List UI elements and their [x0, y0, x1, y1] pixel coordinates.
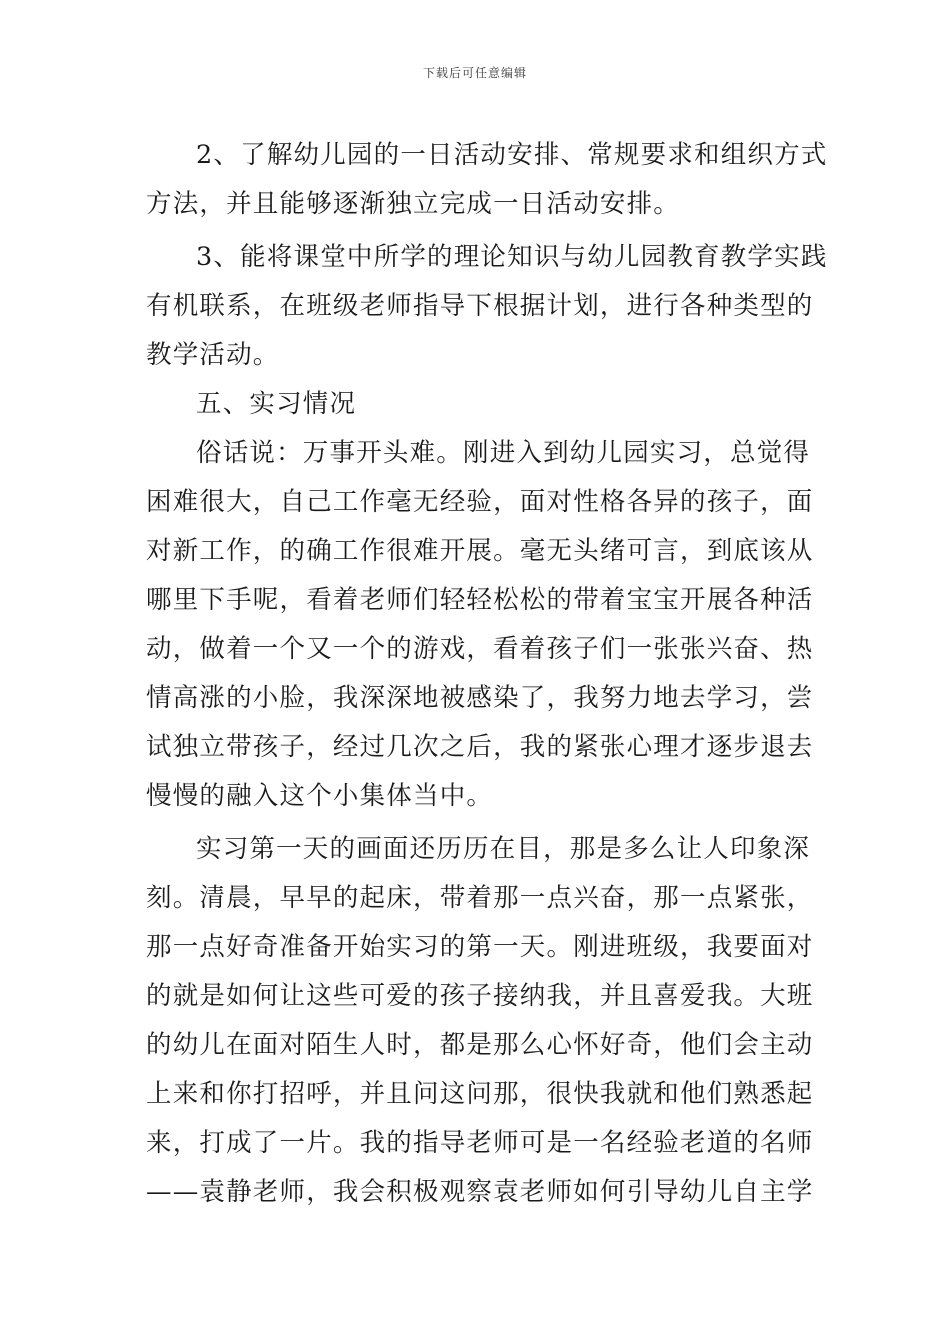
text-line: 动，做着一个又一个的游戏，看着孩子们一张张兴奋、热: [146, 634, 814, 664]
text-line: 上来和你打招呼，并且问这问那，很快我就和他们熟悉起: [146, 1079, 814, 1109]
text-line: 对新工作，的确工作很难开展。毫无头绪可言，到底该从: [146, 536, 814, 566]
text-line: 3、能将课堂中所学的理论知识与幼儿园教育教学实践: [196, 242, 828, 272]
text-line: 那一点好奇准备开始实习的第一天。刚进班级，我要面对: [146, 932, 814, 962]
text-line: 实习第一天的画面还历历在目，那是多么让人印象深: [196, 834, 811, 864]
text-line: 有机联系，在班级老师指导下根据计划，进行各种类型的: [146, 291, 814, 321]
text-line: 俗话说：万事开头难。刚进入到幼儿园实习，总觉得: [196, 438, 811, 468]
page-header: 下载后可任意编辑: [422, 66, 527, 80]
text-line: 刻。清晨，早早的起床，带着那一点兴奋，那一点紧张，: [146, 883, 814, 913]
text-line: 的就是如何让这些可爱的孩子接纳我，并且喜爱我。大班: [146, 981, 814, 1011]
text-line: 教学活动。: [146, 340, 280, 370]
text-line: 情高涨的小脸，我深深地被感染了，我努力地去学习，尝: [146, 683, 814, 713]
text-line: 困难很大，自己工作毫无经验，面对性格各异的孩子，面: [146, 487, 814, 517]
text-line: ——袁静老师，我会积极观察袁老师如何引导幼儿自主学: [146, 1177, 814, 1207]
text-line: 的幼儿在面对陌生人时，都是那么心怀好奇，他们会主动: [146, 1030, 814, 1060]
text-line: 方法，并且能够逐渐独立完成一日活动安排。: [146, 189, 681, 219]
text-line: 2、了解幼儿园的一日活动安排、常规要求和组织方式: [196, 140, 828, 170]
text-line: 试独立带孩子，经过几次之后，我的紧张心理才逐步退去: [146, 732, 814, 762]
text-line: 哪里下手呢，看着老师们轻轻松松的带着宝宝开展各种活: [146, 585, 814, 615]
text-line: 来，打成了一片。我的指导老师可是一名经验老道的名师: [146, 1128, 814, 1158]
section-heading: 五、实习情况: [196, 389, 357, 419]
text-line: 慢慢的融入这个小集体当中。: [146, 781, 494, 811]
